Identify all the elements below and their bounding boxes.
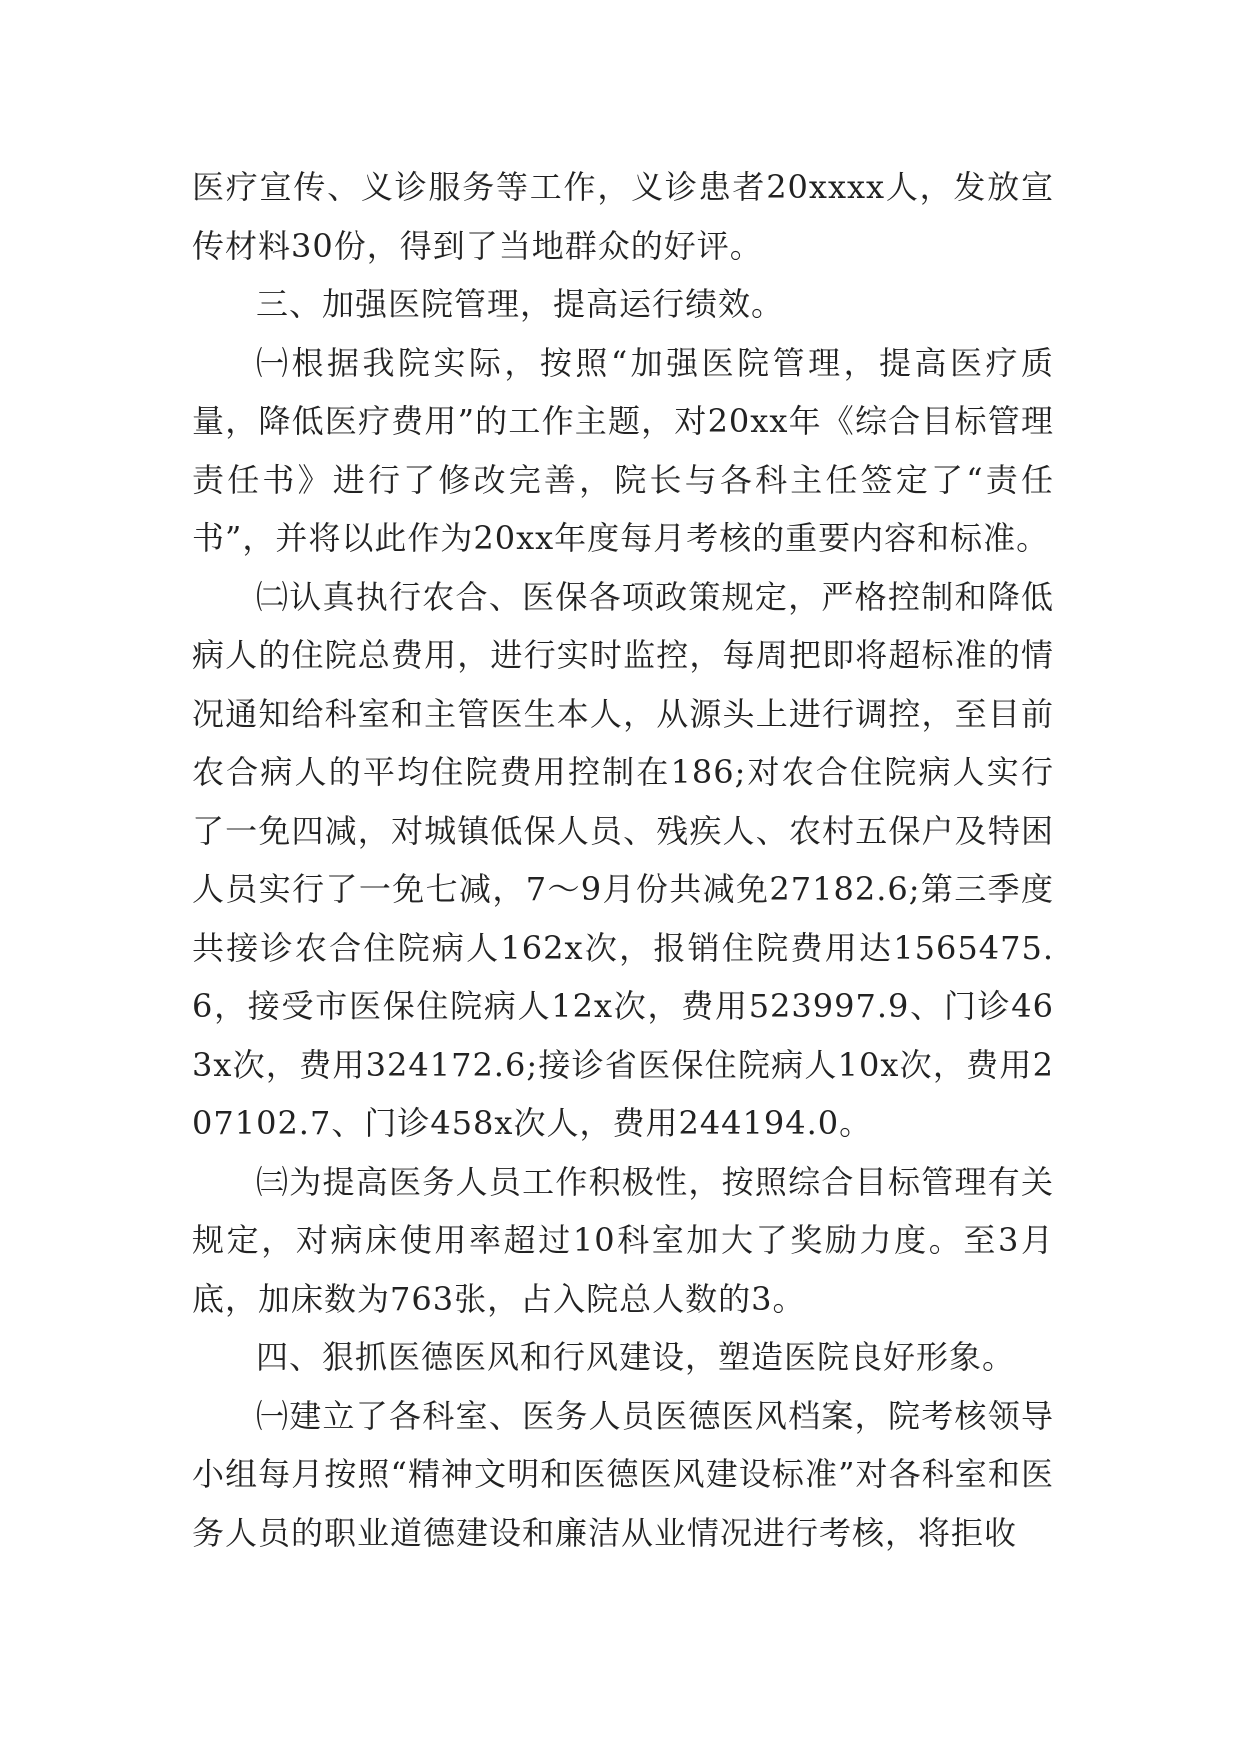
paragraph-4-1: ㈠建立了各科室、医务人员医德医风档案，院考核领导小组每月按照“精神文明和医德医风建设标准”对各科室和医务人员的职业道德建设和廉洁从业情况进行考核，将拒收 <box>192 1396 1054 1552</box>
document-body <box>192 158 1054 1562</box>
paragraph-3-1: ㈠根据我院实际，按照“加强医院管理，提高医疗质量，降低医疗费用”的工作主题，对20xx年《综合目标管理责任书》进行了修改完善，院长与各科主任签定了“责任书”，并将以此作为20xx年度每月考核的重要内容和标准。 <box>192 343 1054 557</box>
section-heading-3: 三、加强医院管理，提高运行绩效。 <box>256 285 785 323</box>
paragraph-3-3: ㈢为提高医务人员工作积极性，按照综合目标管理有关规定，对病床使用率超过10科室加大了奖励力度。至3月底，加床数为763张，占入院总人数的3。 <box>192 1162 1054 1318</box>
paragraph-1: 医疗宣传、义诊服务等工作，义诊患者20xxxx人，发放宣传材料30份，得到了当地群众的好评。 <box>192 168 1054 265</box>
paragraph-3-2: ㈡认真执行农合、医保各项政策规定，严格控制和降低病人的住院总费用，进行实时监控，每周把即将超标准的情况通知给科室和主管医生本人，从源头上进行调控，至目前农合病人的平均住院费用控制在186;对农合住院病人实行了一免四减，对城镇低保人员、残疾人、农村五保户及特困人员实行了一免七减，7～9月份共减免27182.6;第三季度共接诊农合住院病人162x次，报销住院费用达1565475.6，接受市医保住院病人12x次，费用523997.9、门诊463x次，费用324172.6;接诊省医保住院病人10x次，费用207102.7、门诊458x次人，费用244194.0。 <box>192 577 1054 1142</box>
section-heading-4: 四、狠抓医德医风和行风建设，塑造医院良好形象。 <box>256 1338 1016 1376</box>
